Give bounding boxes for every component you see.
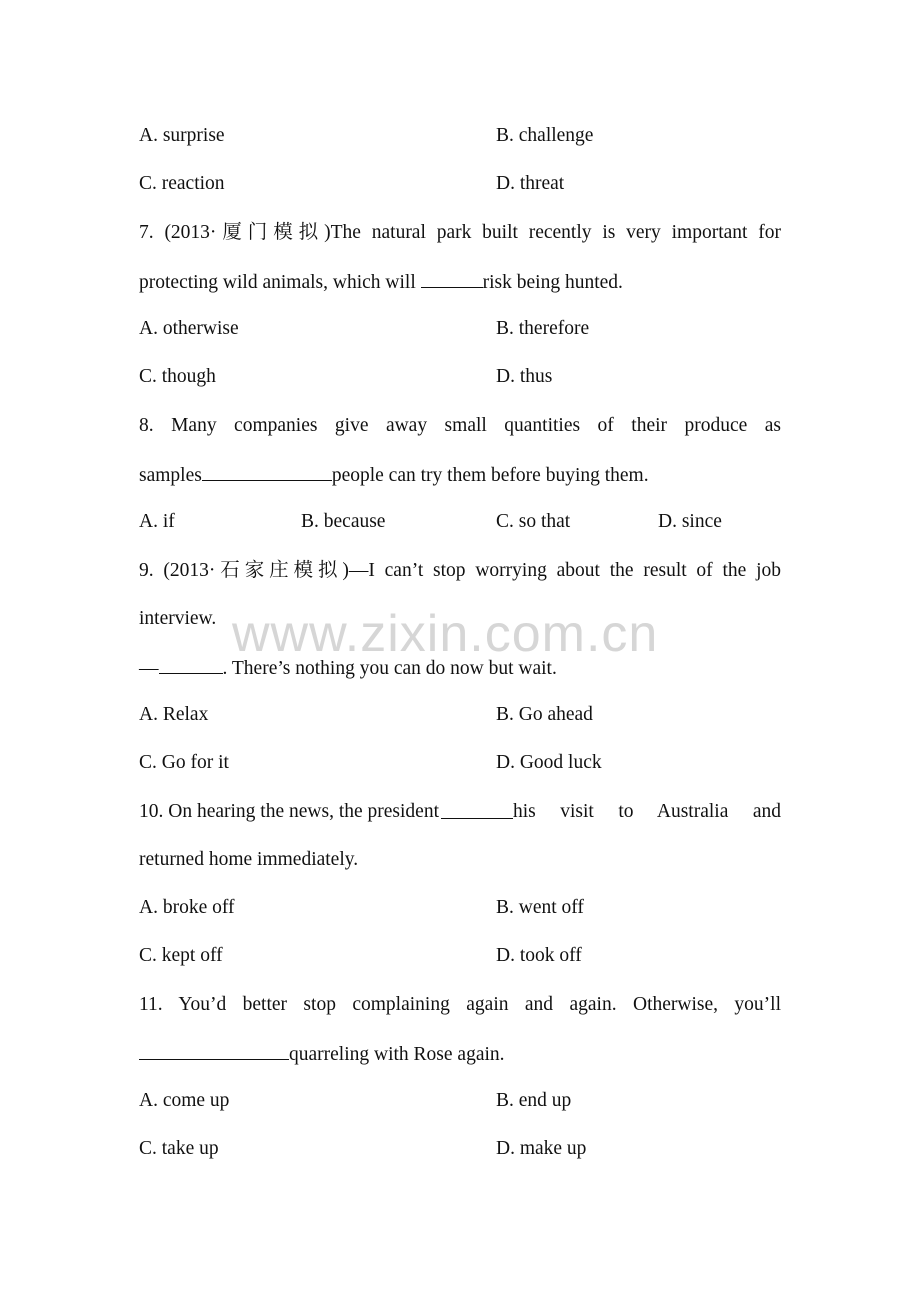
q8-option-d: D. since [658, 511, 722, 532]
q8-option-b: B. because [301, 511, 386, 532]
q11-option-b: B. end up [496, 1090, 572, 1111]
q10-stem-line1: 10. On hearing the news, the president his visit to Australia and [139, 801, 781, 822]
answer-blank [202, 462, 332, 481]
q7-stem-line2: protecting wild animals, which will risk being hunted. [139, 269, 781, 295]
q9-stem-line2: interview. [139, 608, 217, 629]
q11-option-c: C. take up [139, 1138, 219, 1159]
q6-option-c: C. reaction [139, 173, 225, 194]
q8-stem-line2: samples people can try them before buying them. [139, 462, 781, 488]
q10-option-d: D. took off [496, 945, 582, 966]
q6-option-a: A. surprise [139, 125, 225, 146]
q11-stem-line1: 11. You’d better stop complaining again and again. Otherwise, you’ll [139, 994, 781, 1015]
q9-stem-line3: — . There’s nothing you can do now but wait. [139, 655, 781, 681]
q7-stem-line1: 7. (2013·厦门模拟)The natural park built recently is very important for [139, 222, 781, 243]
q10-option-c: C. kept off [139, 945, 223, 966]
q9-stem-line1: 9. (2013·石家庄模拟)—I can’t stop worrying about the result of the job [139, 560, 781, 581]
q10-stem-line2: returned home immediately. [139, 849, 359, 870]
q7-option-d: D. thus [496, 366, 553, 387]
q9-option-c: C. Go for it [139, 752, 229, 773]
q6-option-b: B. challenge [496, 125, 594, 146]
q7-option-a: A. otherwise [139, 318, 239, 339]
q9-option-a: A. Relax [139, 704, 209, 725]
q8-option-c: C. so that [496, 511, 571, 532]
watermark: www.zixin.com.cn [232, 605, 659, 663]
answer-blank [139, 1041, 289, 1060]
q11-option-a: A. come up [139, 1090, 230, 1111]
q6-option-d: D. threat [496, 173, 565, 194]
q8-option-a: A. if [139, 511, 175, 532]
q7-option-c: C. though [139, 366, 216, 387]
q10-option-b: B. went off [496, 897, 584, 918]
q10-option-a: A. broke off [139, 897, 235, 918]
answer-blank [159, 655, 223, 674]
answer-blank [441, 800, 513, 819]
answer-blank [421, 269, 483, 288]
q7-option-b: B. therefore [496, 318, 590, 339]
q11-stem-line2: quarreling with Rose again. [139, 1041, 781, 1067]
q8-stem-line1: 8. Many companies give away small quantities of their produce as [139, 415, 781, 436]
q9-option-d: D. Good luck [496, 752, 602, 773]
q9-option-b: B. Go ahead [496, 704, 593, 725]
q11-option-d: D. make up [496, 1138, 587, 1159]
